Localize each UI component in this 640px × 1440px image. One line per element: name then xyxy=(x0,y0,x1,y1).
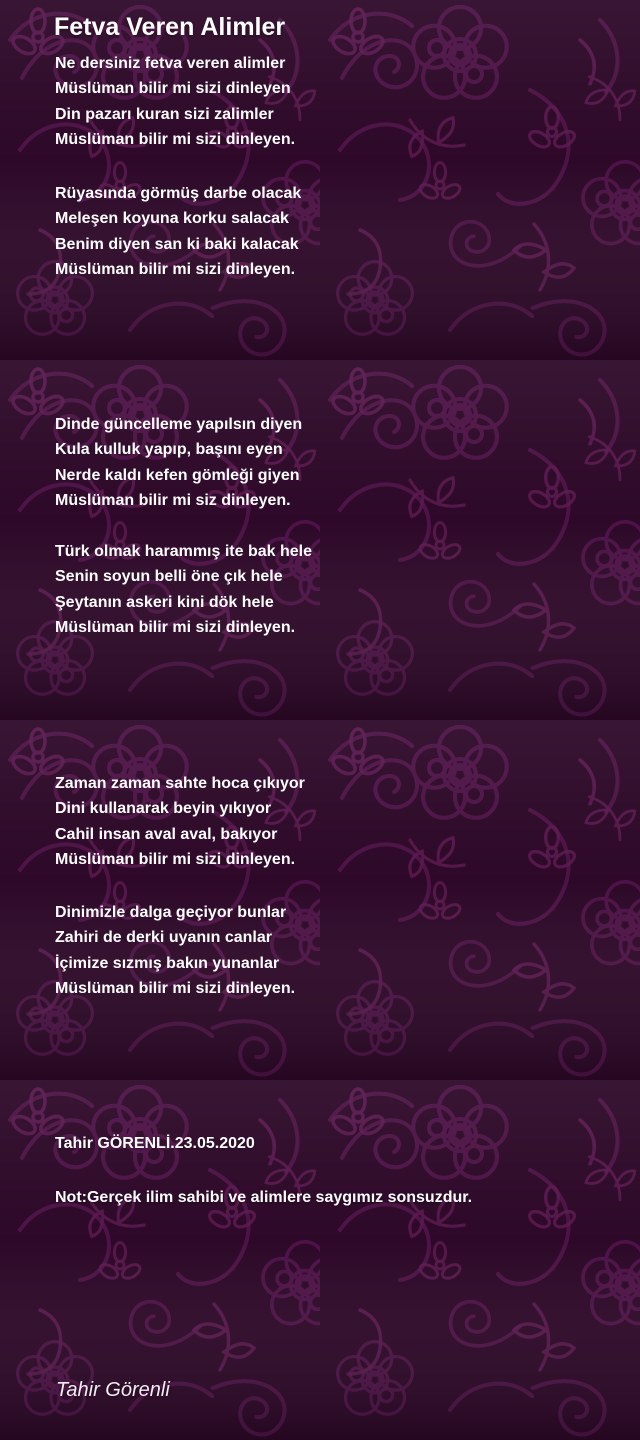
poem-line: Benim diyen san ki baki kalacak xyxy=(55,235,299,253)
poem-line: Zahiri de derki uyanın canlar xyxy=(55,929,272,947)
poem-line: Müslüman bilir mi sizi dinleyen. xyxy=(55,980,296,998)
poem-line: İçimize sızmış bakın yunanlar xyxy=(55,954,280,972)
poem-note: Not:Gerçek ilim sahibi ve alimlere saygımız sonsuzdur. xyxy=(55,1189,473,1206)
signature-date: Tahir GÖRENLİ.23.05.2020 xyxy=(55,1135,255,1152)
poem-line: Müslüman bilir mi sizi dinleyen xyxy=(55,80,291,98)
poem-line: Müslüman bilir mi sizi dinleyen. xyxy=(55,261,296,279)
stanza-5 xyxy=(55,771,305,873)
poem-line: Dini kullanarak beyin yıkıyor xyxy=(55,800,272,818)
poem-title: Fetva Veren Alimler xyxy=(54,13,286,41)
poem-line: Şeytanın askeri kini dök hele xyxy=(55,593,274,611)
poem-line: Dinimizle dalga geçiyor bunlar xyxy=(55,904,287,921)
poem-line: Cahil insan aval aval, bakıyor xyxy=(55,825,278,843)
poem-line: Meleşen koyuna korku salacak xyxy=(55,210,289,228)
poem-line: Dinde güncelleme yapılsın diyen xyxy=(55,416,303,433)
stanza-3 xyxy=(55,412,302,514)
poem-line: Zaman zaman sahte hoca çıkıyor xyxy=(55,775,305,792)
poem-line: Müslüman bilir mi siz dinleyen. xyxy=(55,492,291,510)
poem-line: Nerde kaldı kefen gömleği giyen xyxy=(55,466,300,484)
poem-line: Müslüman bilir mi sizi dinleyen. xyxy=(55,619,296,637)
poem-line: Senin soyun belli öne çık hele xyxy=(55,568,283,586)
stanza-4 xyxy=(55,539,312,641)
poem-line: Kula kulluk yapıp, başını eyen xyxy=(55,441,283,459)
author-name: Tahir Görenli xyxy=(56,1379,170,1401)
poem-line: Müslüman bilir mi sizi dinleyen. xyxy=(55,131,296,149)
stanza-1 xyxy=(55,51,295,153)
stanza-2 xyxy=(55,181,301,283)
poem-line: Rüyasında görmüş darbe olacak xyxy=(55,185,302,202)
poem-line: Türk olmak harammış ite bak hele xyxy=(55,543,312,560)
poem-line: Müslüman bilir mi sizi dinleyen. xyxy=(55,851,296,869)
poem-line: Ne dersiniz fetva veren alimler xyxy=(55,55,286,72)
poem-line: Din pazarı kuran sizi zalimler xyxy=(55,105,274,123)
stanza-6 xyxy=(55,900,295,1002)
